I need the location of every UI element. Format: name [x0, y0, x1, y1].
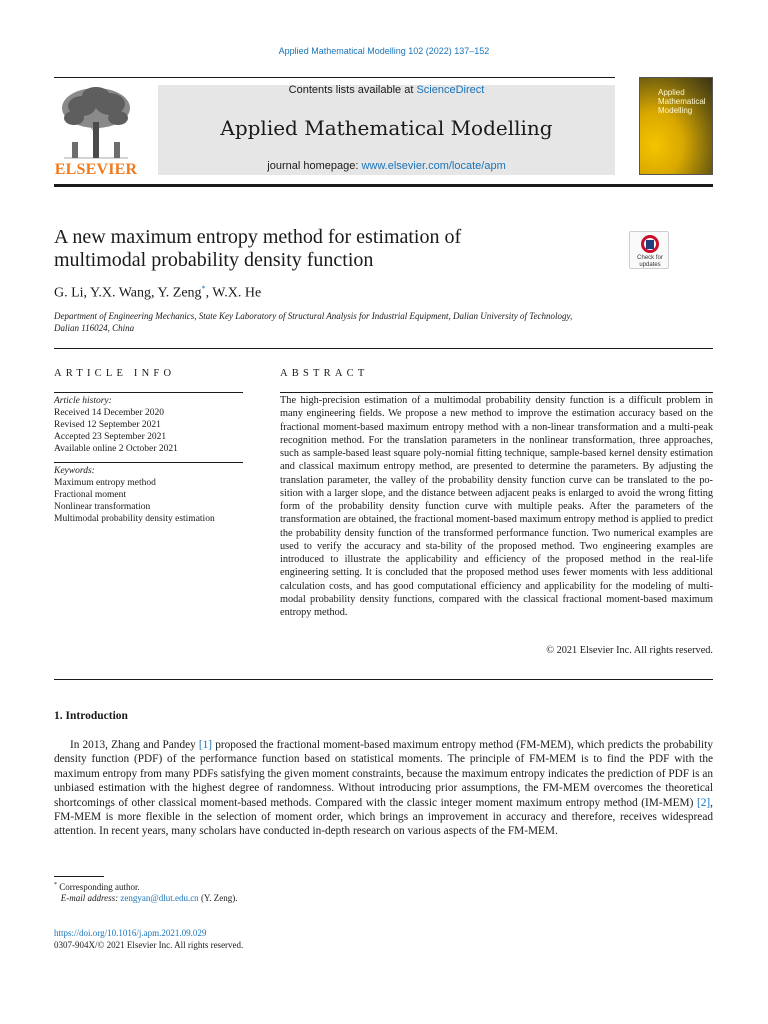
- check-for-updates-button[interactable]: [629, 231, 669, 269]
- homepage-prefix: journal homepage:: [267, 160, 362, 172]
- article-info-heading: ARTICLE INFO: [54, 368, 176, 379]
- keyword-item: Maximum entropy method: [54, 478, 156, 488]
- abstract-copyright: © 2021 Elsevier Inc. All rights reserved.: [546, 645, 713, 656]
- article-title: [54, 226, 614, 272]
- doi-link[interactable]: https://doi.org/10.1016/j.apm.2021.09.029: [54, 928, 207, 938]
- contents-prefix: Contents lists available at: [288, 84, 417, 96]
- email-label: E-mail address:: [60, 893, 121, 903]
- authors-text: G. Li, Y.X. Wang, Y. Zeng: [54, 285, 202, 301]
- issn-copyright: 0307-904X/© 2021 Elsevier Inc. All rights reserved.: [54, 940, 244, 950]
- section-rule: [54, 348, 713, 349]
- keyword-item: Fractional moment: [54, 490, 127, 500]
- history-item: Accepted 23 September 2021: [54, 432, 167, 442]
- intro-text: , FM-MEM is more flexible in the selection of moment order, which brings an improvement in accuracy and therefore, receives widespread attention. In recent years, many scholars have conducted in-depth research on various aspects of the FM-MEM.: [54, 796, 713, 838]
- keywords-label: Keywords:: [54, 466, 95, 476]
- intro-text: proposed the fractional moment-based maximum entropy method (FM-MEM), which predicts the probability density function (PDF) of the performance function based on statistical moments. The principle of FM-MEM is to find the PDF with the maximum entropy from many PDFs satisfying the given moment constraints, because the maximum entropy indicates the prediction of PDF is an unbiased estimation with the highest degree of randomness. Without introducing prior assumptions, the FM-MEM overcomes the theoretical shortcomings of other classical moment-based methods. Compared with the classic integer moment maximum entropy method (IM-MEM): [54, 739, 713, 809]
- article-title-line: multimodal probability density function: [54, 249, 374, 271]
- footnote-rule: [54, 876, 104, 877]
- history-item: Revised 12 September 2021: [54, 420, 161, 430]
- crossmark-label-line: Check for: [637, 255, 663, 261]
- corresponding-author-mark[interactable]: *: [201, 284, 206, 293]
- footnote-mark: *: [54, 882, 57, 888]
- journal-homepage-link[interactable]: www.elsevier.com/locate/apm: [361, 160, 506, 172]
- crossmark-label-line: updates: [639, 261, 661, 268]
- elsevier-wordmark: ELSEVIER: [54, 161, 138, 178]
- abstract-text: The high-precision estimation of a multimodal probability density function is a difficult problem in many engineering fields. We propose a new method to improve the estimation accuracy based on the fractional moment-based maximum entropy method with a non-linear transformation and a multi-peak recognition method. For the translation parameters in the nonlinear transformation, three approaches, such as sample-based least square poly-nomial fitting technique, sample-based kernel density estimation and classical maximum entropy method, are presented to determine the parameters. By adjusting the translation parameter, the valley of the probability density function curve can be translated to the po-sition with a larger slope, and the distance between adjacent peaks is enlarged to avoid the wrong fitting form of the probability density function curve with multiple peaks. After the parameters of the transformation are obtained, the fractional moment-based maximum entropy method is applied to predict the probability density function of the transformed performance function. Two numerical examples are used to verify the accuracy and sta-bility of the proposed method. Two engineering examples are introduced to illustrate the applicability and efficiency of the proposed method in the real-life engineering setting. It is concluded that the proposed method uses fewer moments with less additional calculation costs, and has good computational efficiency and applicability for the modeling of multi-modal probability density functions, compared with the classical fractional moment-based maximum entropy method.: [280, 395, 713, 618]
- introduction-heading: 1. Introduction: [54, 710, 128, 722]
- abstract-heading: ABSTRACT: [280, 368, 369, 379]
- article-info-rule: [54, 392, 243, 393]
- author-list: [54, 284, 261, 302]
- journal-cover-thumbnail[interactable]: [639, 77, 713, 175]
- history-label: Article history:: [54, 396, 112, 406]
- cover-title-line: Mathematical: [658, 97, 706, 106]
- footnote-text: Corresponding author.: [59, 882, 140, 892]
- section-rule: [54, 679, 713, 680]
- journal-citation-link[interactable]: Applied Mathematical Modelling 102 (2022) 137–152: [278, 46, 490, 56]
- email-footnote: [54, 892, 238, 904]
- corresponding-author-footnote: [54, 879, 140, 893]
- article-history: [54, 395, 243, 455]
- intro-text: In 2013, Zhang and Pandey: [70, 739, 199, 751]
- crossmark-label: [630, 255, 670, 268]
- abstract-rule: [280, 392, 713, 393]
- contents-line: [158, 84, 615, 96]
- keyword-item: Multimodal probability density estimation: [54, 514, 215, 524]
- keywords: [54, 465, 243, 525]
- reference-link-2[interactable]: [2]: [696, 796, 711, 809]
- history-item: Received 14 December 2020: [54, 408, 164, 418]
- affiliation: Department of Engineering Mechanics, State Key Laboratory of Structural Analysis for Industrial Equipment, Dalian University of Technology, Dalian 116024, China: [54, 311, 573, 333]
- introduction-paragraph: [54, 738, 713, 839]
- sciencedirect-link[interactable]: ScienceDirect: [416, 84, 485, 96]
- history-item: Available online 2 October 2021: [54, 444, 178, 454]
- author-email-link[interactable]: zengyan@dlut.edu.cn: [120, 893, 199, 903]
- journal-title: Applied Mathematical Modelling: [220, 116, 553, 140]
- reference-link-1[interactable]: [1]: [198, 739, 213, 751]
- keyword-item: Nonlinear transformation: [54, 502, 151, 512]
- article-title-line: A new maximum entropy method for estimation of: [54, 226, 462, 248]
- header-top-rule: [54, 77, 615, 78]
- email-suffix: (Y. Zeng).: [198, 893, 238, 903]
- cover-title-line: Modelling: [658, 106, 693, 115]
- cover-title: [658, 88, 712, 115]
- cover-title-line: Applied: [658, 88, 685, 97]
- authors-text: , W.X. He: [205, 285, 262, 301]
- header-thick-rule: [54, 184, 713, 187]
- article-info-rule: [54, 462, 243, 463]
- homepage-line: [158, 160, 615, 172]
- crossmark-bookmark-icon: [646, 240, 654, 249]
